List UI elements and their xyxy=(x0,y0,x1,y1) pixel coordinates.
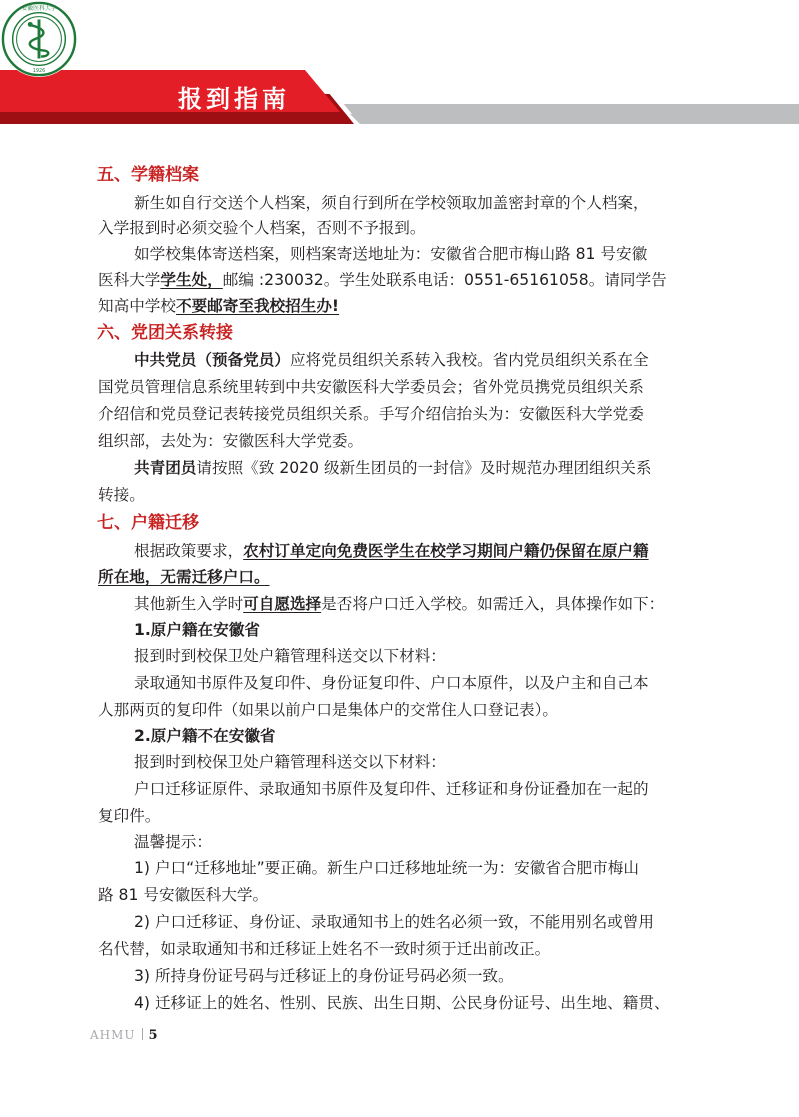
text-line xyxy=(134,350,649,370)
emphasis-voluntary: 可自愿选择 xyxy=(243,595,322,613)
text-span: 应将党员组织关系转入我校。省内党员组织关系在全 xyxy=(289,351,649,369)
emphasis-student-office: 学生处， xyxy=(160,271,223,289)
text-line: 复印件。 xyxy=(98,807,161,825)
text-line: 如学校集体寄送档案，则档案寄送地址为：安徽省合肥市梅山路 81 号安徽 xyxy=(134,245,648,263)
text-line: 报到时到校保卫处户籍管理科送交以下材料： xyxy=(134,753,446,771)
text-span: 根据政策要求， xyxy=(134,542,244,560)
emphasis-rural-students: 农村订单定向免费医学生在校学习期间户籍仍保留在原户籍 xyxy=(243,542,649,560)
text-line xyxy=(98,296,339,316)
text-line: 报到时到校保卫处户籍管理科送交以下材料： xyxy=(134,647,446,665)
text-line: 国党员管理信息系统里转到中共安徽医科大学委员会；省外党员携党员组织关系 xyxy=(98,378,644,396)
text-line: 路 81 号安徽医科大学。 xyxy=(98,886,269,904)
logo-year: 1926 xyxy=(32,68,46,75)
text-line xyxy=(134,541,649,561)
text-line: 介绍信和党员登记表转接党员组织关系。手写介绍信抬头为：安徽医科大学党委 xyxy=(98,405,644,423)
section-heading-archives: 五、学籍档案 xyxy=(97,165,199,185)
text-line: 录取通知书原件及复印件、身份证复印件、户口本原件，以及户主和自己本 xyxy=(134,674,649,692)
emphasis-party-member: 中共党员（预备党员） xyxy=(134,351,290,369)
page-header xyxy=(0,0,799,160)
text-line: 1) 户口“迁移地址”要正确。新生户口迁移地址统一为：安徽省合肥市梅山 xyxy=(134,859,639,877)
banner-title: 报到指南 xyxy=(178,84,290,113)
text-line: 4) 迁移证上的姓名、性别、民族、出生日期、公民身份证号、出生地、籍贯、 xyxy=(134,994,670,1012)
text-line: 2) 户口迁移证、身份证、录取通知书上的姓名必须一致，不能用别名或曾用 xyxy=(134,913,654,931)
page-number: 5 xyxy=(148,1028,159,1043)
subheading-outside-anhui: 2.原户籍不在安徽省 xyxy=(134,727,276,745)
text-line: 3) 所持身份证号码与迁移证上的身份证号码必须一致。 xyxy=(134,967,514,985)
tips-label: 温馨提示： xyxy=(134,833,212,851)
text-line: 人那两页的复印件（如果以前户口是集体户的交常住人口登记表）。 xyxy=(98,701,559,719)
text-line: 组织部，去处为：安徽医科大学党委。 xyxy=(98,432,364,450)
text-span: 其他新生入学时 xyxy=(134,595,244,613)
text-line: 户口迁移证原件、录取通知书原件及复印件、迁移证和身份证叠加在一起的 xyxy=(134,780,649,798)
header-banner-graphic xyxy=(0,0,799,160)
text-line: 新生如自行交送个人档案，须自行到所在学校领取加盖密封章的个人档案， xyxy=(134,194,649,212)
text-span: 请按照《致 2020 级新生团员的一封信》及时规范办理团组织关系 xyxy=(196,459,652,477)
page-footer xyxy=(90,1028,159,1043)
emphasis-league-member: 共青团员 xyxy=(134,459,197,477)
section-heading-party-transfer: 六、党团关系转接 xyxy=(97,323,233,343)
text-line: 入学报到时必须交验个人档案，否则不予报到。 xyxy=(98,219,426,237)
text-line: 转接。 xyxy=(98,486,145,504)
emphasis-no-transfer: 所在地，无需迁移户口。 xyxy=(98,568,270,586)
subheading-in-anhui: 1.原户籍在安徽省 xyxy=(134,621,260,639)
university-logo xyxy=(0,0,78,78)
text-line xyxy=(134,594,664,614)
text-line xyxy=(98,567,270,587)
text-span: 知高中学校 xyxy=(98,297,176,315)
text-line xyxy=(134,458,651,478)
text-span: 医科大学 xyxy=(98,271,161,289)
text-line xyxy=(98,270,667,290)
text-span: 是否将户口迁入学校。如需迁入，具体操作如下： xyxy=(321,595,665,613)
section-heading-household: 七、户籍迁移 xyxy=(97,513,199,533)
logo-text-top: 安徽医科大学 xyxy=(21,6,57,13)
footer-divider xyxy=(142,1028,143,1040)
emphasis-no-mail: 不要邮寄至我校招生办! xyxy=(175,297,340,315)
footer-label: AHMU xyxy=(90,1028,136,1042)
text-span: 邮编 :230032。学生处联系电话：0551-65161058。请同学告 xyxy=(222,271,667,289)
text-line: 名代替，如录取通知书和迁移证上姓名不一致时须于迁出前改正。 xyxy=(98,940,551,958)
